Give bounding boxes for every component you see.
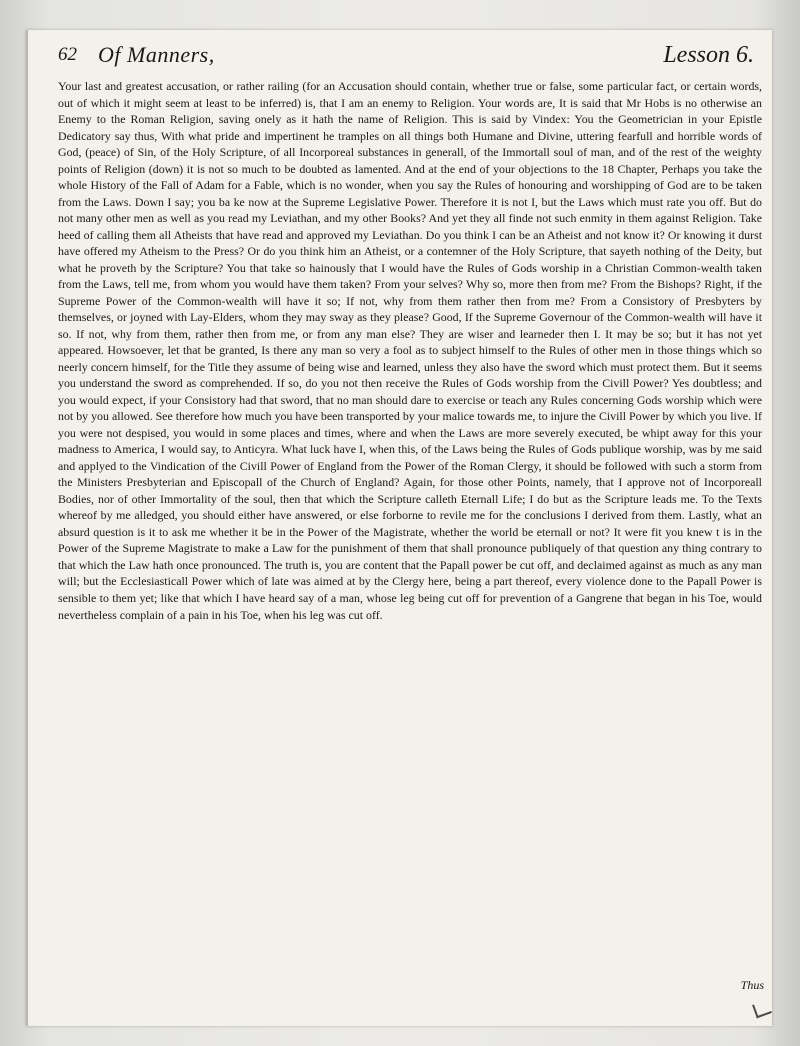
page-header bbox=[58, 42, 758, 76]
section-label: Lesson 6. bbox=[663, 42, 754, 68]
page-number: 62 bbox=[58, 44, 77, 65]
running-title: Of Manners, bbox=[98, 42, 215, 67]
body-text bbox=[58, 78, 762, 998]
catchword: Thus bbox=[740, 978, 764, 992]
paragraph: Your last and greatest accusation, or rather railing (for an Accusation should contain, whether true or false, some particular fact, or certain words, out of which it might seem at least to be inferred) is, that I am an enemy to Religion. Your words are, It is said that Mr Hobs is no otherwise an Enemy to the Roman Religion, saving onely as it hath the name of Religion. This is said by Vindex: You the Geometrician in your Epistle Dedicatory say thus, With what pride and impertinent he tramples on all things both Humane and Divine, uttering fearfull and horrible words of God, (peace) of Sin, of the Holy Scripture, of all Incorporeal substances in generall, of the Immortall soul of man, and of the rest of the weighty points of Religion (down) it is not so much to be doubted as lamented. And at the end of your objections to the 18 Chapter, Perhaps you take the whole History of the Fall of Adam for a Fable, which is no wonder, when you say the Rules of honouring and worshipping of God are to be taken from the Laws. Down I say; you ba ke now at the Supreme Legislative Power. Therefore it is not I, but the Laws which must rate you off. But do not many other men as well as you read my Leviathan, and my other Books? And yet they all finde not such enmity in them against Religion. Take heed of calling them all Atheists that have read and approved my Leviathan. Do you think I can be an Atheist and not know it? Or knowing it durst have offered my Atheism to the Press? Or do you think him an Atheist, or a contemner of the Holy Scripture, that sayeth nothing of the Deity, but what he proveth by the Scripture? You that take so hainously that I would have the Rules of Gods worship in a Christian Common-wealth taken from the Laws, tell me, from whom you would have them taken? From your selves? Why so, more then from me? From the Bishops? Right, if the Supreme Power of the Common-wealth will have it so; If not, why from them rather then from me? From a Consistory of Presbyters by themselves, or joyned with Lay-Elders, whom they may sway as they please? Good, If the Supreme Governour of the Common-wealth will have it so. If not, why from them, rather then from me, or from any man else? They are wiser and learneder then I. It may be so; but it has not yet appeared. Howsoever, let that be granted, Is there any man so very a fool as to subject himself to the Rules of other men in those things which so neerly concern himself, for the Title they assume of being wise and learned, unless they also have the sword which must protect them. But it seems you understand the sword as comprehended. If so, do you not then receive the Rules of Gods worship from the Civill Power? Yes doubtless; and you would expect, if your Consistory had that sword, that no man should dare to exercise or teach any Rules concerning Gods worship which were not by you allowed. See therefore how much you have been transported by your malice towards me, to injure the Civill Power by which you live. If you were not despised, you would in some places and times, where and when the Laws are more severely executed, be whipt away for this your madness to America, I would say, to Anticyra. What luck have I, when this, of the Laws being the Rules of Gods publique worship, was by me said and applyed to the Vindication of the Civill Power of England from the Power of the Roman Clergy, it should be followed with such a storm from the Ministers Presbyterian and Episcopall of the Church of England? Again, for those other Points, namely, that I approve not of Incorporeall Bodies, nor of other Immortality of the soul, then that which the Scripture calleth Eternall Life; I do but as the Scripture leads me. To the Texts whereof by me alledged, you should either have answered, or else forborne to revile me for the conclusions I derived from them. Lastly, what an absurd question is it to ask me whether it be in the Power of the Magistrate, whether the world be eternall or not? It were fit you knew t is in the Power of the Supreme Magistrate to make a Law for the punishment of them that shall pronounce publiquely of that question any thing contrary to that which the Law hath once pronounced. The truth is, you are content that the Papall power be cut off, and declaimed against as much as any man will; but the Ecclesiasticall Power which of late was aimed at by the Clergy here, being a part thereof, every violence done to the Papall Power is sensible to them yet; like that which I have heard say of a man, whose leg being cut off for prevention of a Gangrene that began in his Toe, would nevertheless complain of a pain in his Toe, when his leg was cut off. bbox=[58, 79, 762, 622]
